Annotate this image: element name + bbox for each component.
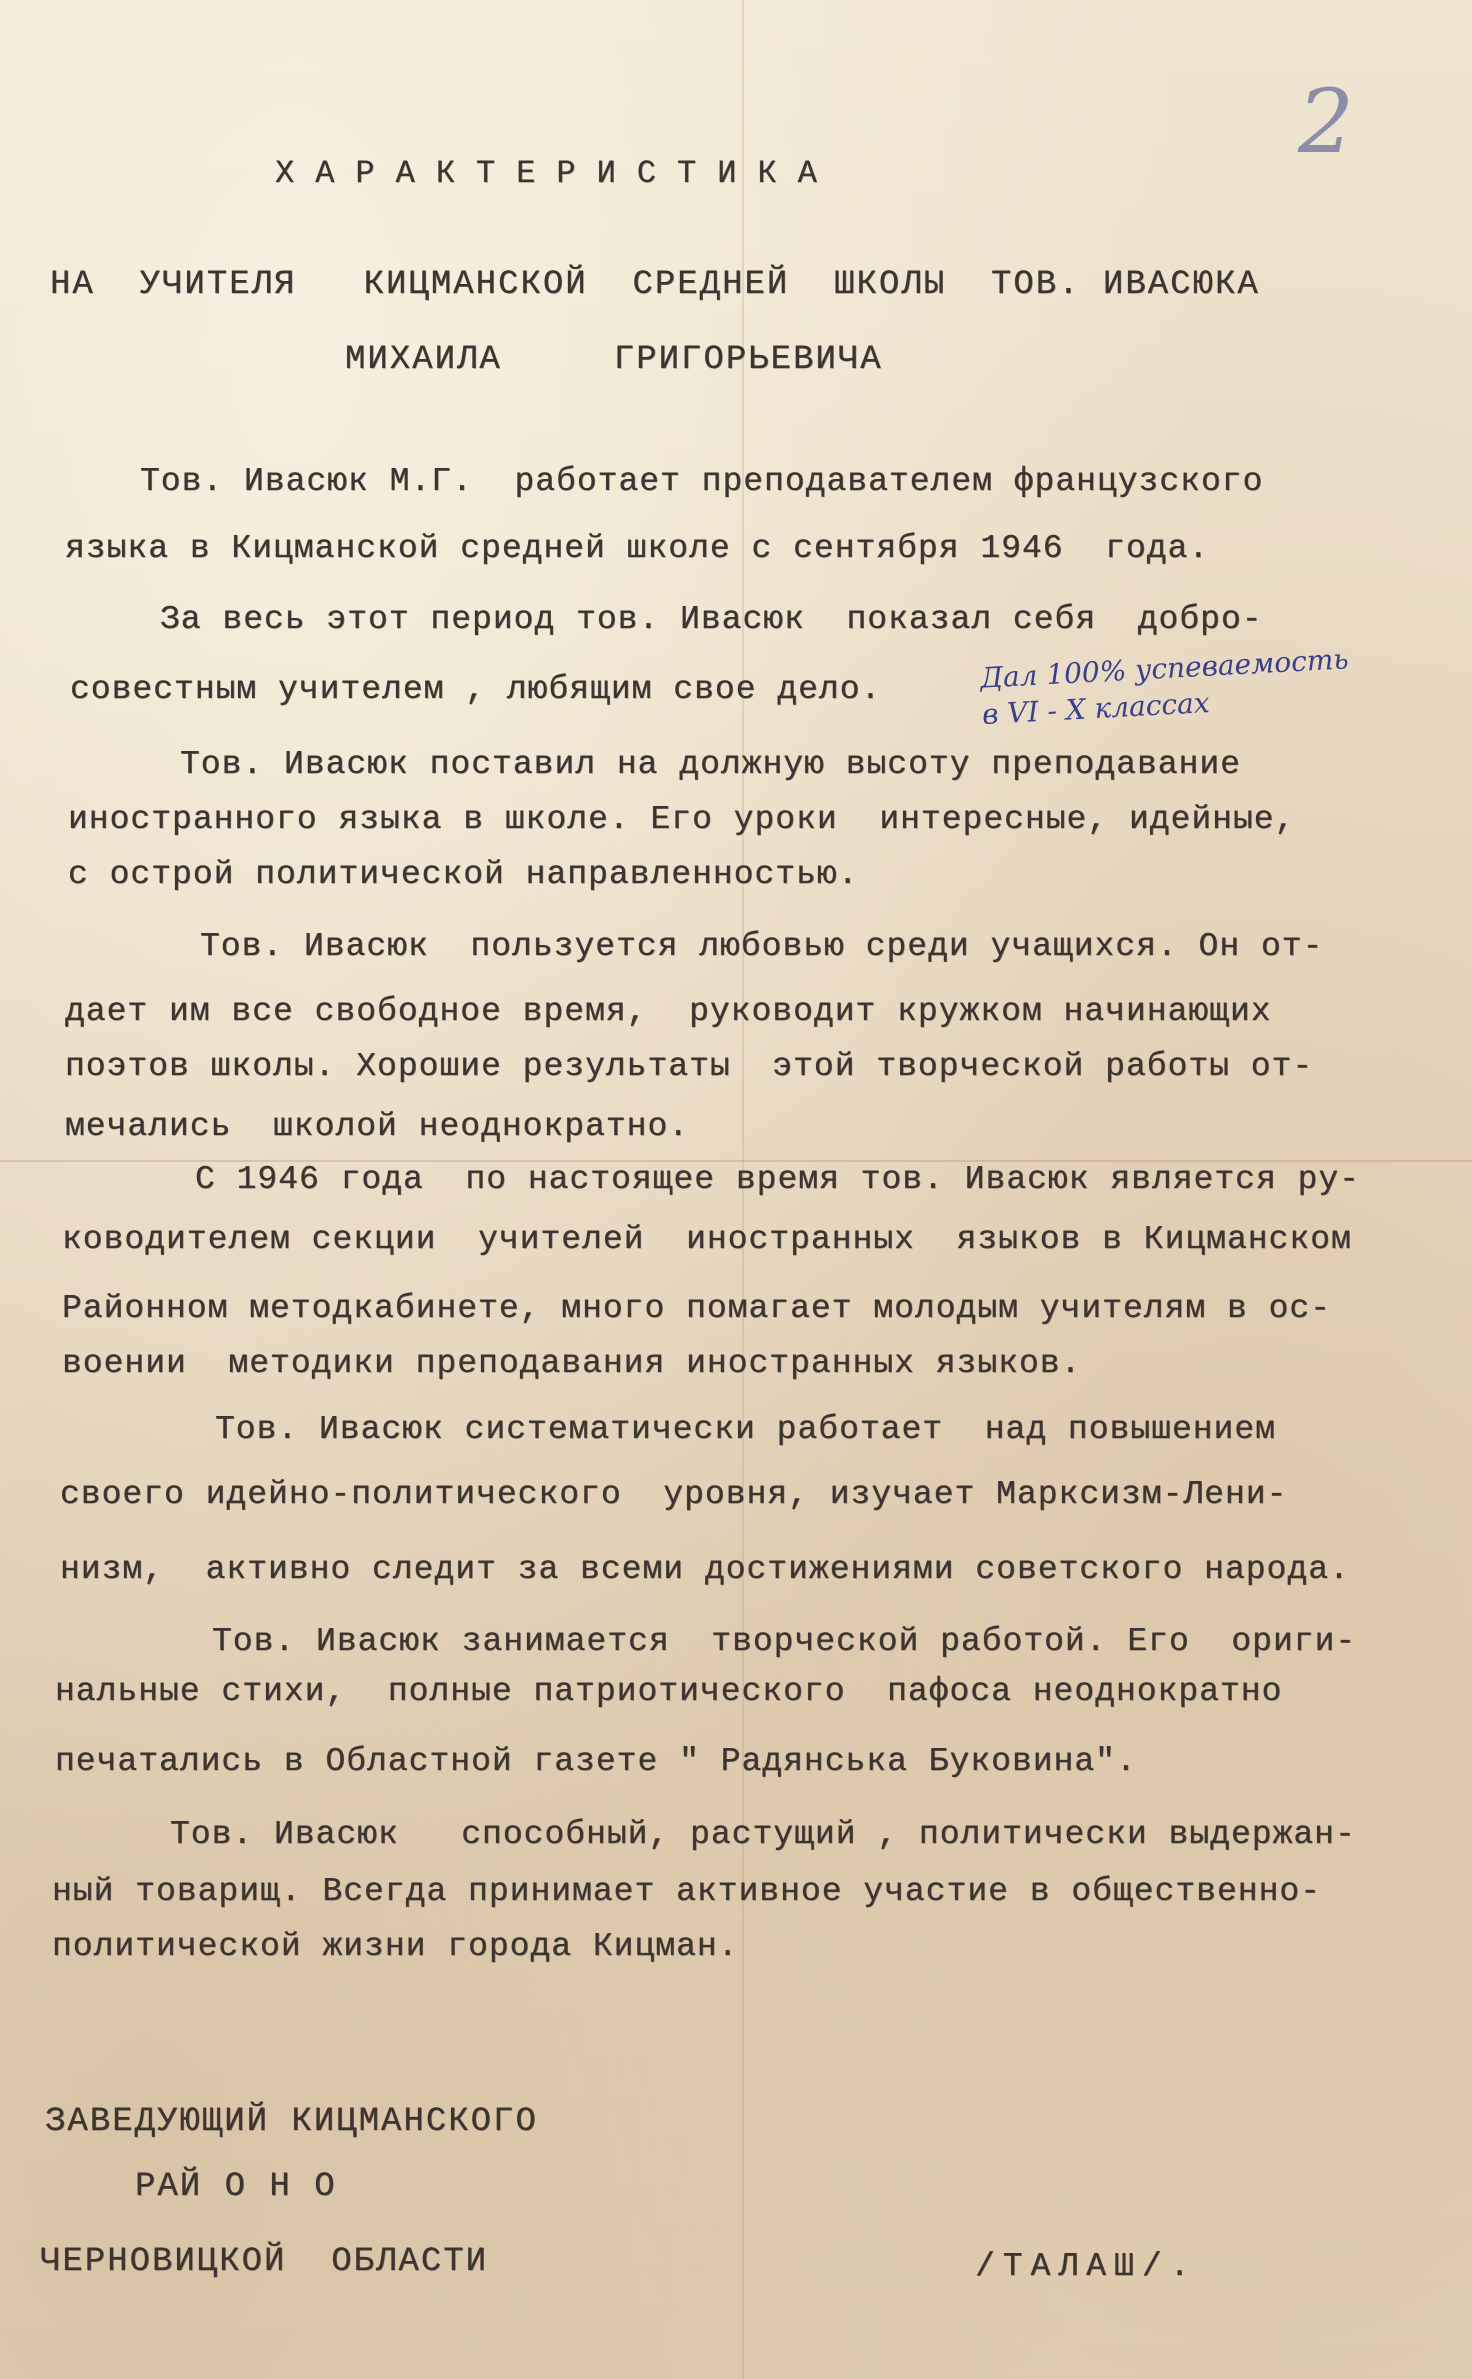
body-line: поэтов школы. Хорошие результаты этой творческой работы от- (65, 1048, 1314, 1085)
body-line: Тов. Ивасюк систематически работает над повышением (215, 1411, 1276, 1448)
body-line: своего идейно-политического уровня, изучает Марксизм-Лени- (60, 1476, 1288, 1513)
body-line: С 1946 года по настоящее время тов. Ивасюк является ру- (195, 1161, 1360, 1198)
body-line: Тов. Ивасюк способный, растущий , политически выдержан- (170, 1816, 1356, 1853)
body-line: воении методики преподавания иностранных языков. (62, 1345, 1082, 1382)
body-line: низм, активно следит за всеми достижениями советского народа. (60, 1551, 1350, 1588)
body-line: нальные стихи, полные патриотического пафоса неоднократно (55, 1673, 1283, 1710)
body-line: с острой политической направленностью. (68, 856, 859, 893)
body-line: языка в Кицманской средней школе с сентября 1946 года. (65, 530, 1210, 567)
body-line: дает им все свободное время, руководит кружком начинающих (65, 993, 1272, 1030)
body-line: совестным учителем , любящим свое дело. (70, 671, 882, 708)
body-line: За весь этот период тов. Ивасюк показал себя добро- (160, 601, 1263, 638)
body-line: ный товарищ. Всегда принимает активное участие в общественно- (52, 1873, 1321, 1910)
document-subtitle-line-2: МИХАИЛА ГРИГОРЬЕВИЧА (345, 341, 883, 379)
body-line: Тов. Ивасюк занимается творческой работой. Его ориги- (212, 1623, 1357, 1660)
body-line: Районном методкабинете, много помагает молодым учителям в ос- (62, 1290, 1331, 1327)
body-line: ководителем секции учителей иностранных языков в Кицманском (62, 1221, 1352, 1258)
handwritten-note-line-2: в VI - X классах (981, 686, 1211, 731)
document-title: ХАРАКТЕРИСТИКА (275, 155, 838, 192)
body-line: иностранного языка в школе. Его уроки интересные, идейные, (68, 801, 1296, 838)
page-number: 2 (1298, 70, 1354, 173)
signature-position-line-3: ЧЕРНОВИЦКОЙ ОБЛАСТИ (40, 2243, 489, 2281)
body-line: политической жизни города Кицман. (52, 1928, 739, 1965)
body-line: печатались в Областной газете " Радянська Буковина". (55, 1743, 1137, 1780)
signature-position-line-1: ЗАВЕДУЮЩИЙ КИЦМАНСКОГО (45, 2103, 538, 2141)
body-line: Тов. Ивасюк пользуется любовью среди учащихся. Он от- (200, 928, 1324, 965)
document-subtitle-line-1: НА УЧИТЕЛЯ КИЦМАНСКОЙ СРЕДНЕЙ ШКОЛЫ ТОВ. ИВАСЮКА (50, 266, 1260, 304)
body-line: Тов. Ивасюк М.Г. работает преподавателем французского (140, 463, 1264, 500)
handwritten-note-line-1: Дал 100% успеваемость (979, 642, 1350, 695)
signature-position-line-2: РАЙ О Н О (135, 2168, 337, 2206)
body-line: Тов. Ивасюк поставил на должную высоту преподавание (180, 746, 1241, 783)
body-line: мечались школой неоднократно. (65, 1108, 690, 1145)
signature-name: /ТАЛАШ/. (975, 2248, 1198, 2285)
